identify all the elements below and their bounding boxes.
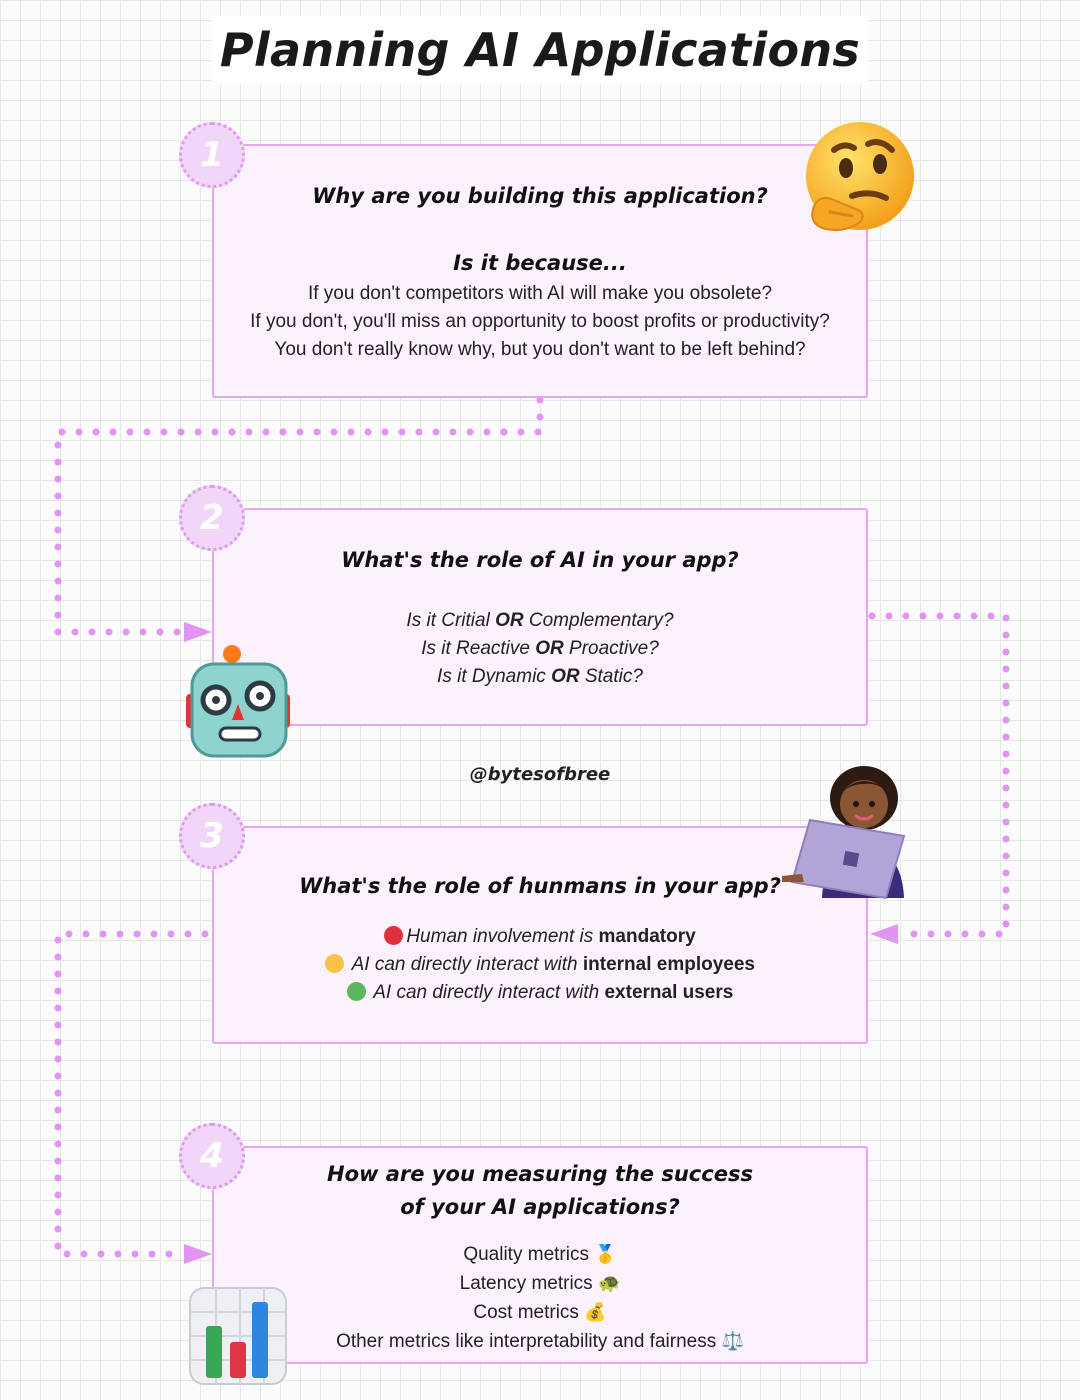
step-card-2 <box>212 508 868 726</box>
step-1-line: If you don't, you'll miss an opportunity to boost profits or productivity? <box>250 311 830 332</box>
step-4-question: of your AI applications? <box>400 1195 680 1219</box>
step-3-question: What's the role of hunmans in your app? <box>299 874 781 898</box>
step-2-question: What's the role of AI in your app? <box>341 548 739 572</box>
step-1-line: You don't really know why, but you don't want to be left behind? <box>274 339 806 360</box>
turtle-icon: 🐢 <box>597 1273 621 1293</box>
arrow-head-4 <box>184 1244 212 1264</box>
page-title: Planning AI Applications <box>219 23 861 77</box>
scales-icon: ⚖️ <box>721 1331 744 1351</box>
step-badge-1: 1 <box>179 122 245 188</box>
author-handle: @bytesofbree <box>469 764 611 785</box>
step-4-metric: Cost metrics 💰 <box>473 1302 607 1323</box>
step-badge-4: 4 <box>179 1123 245 1189</box>
step-card-3 <box>212 826 868 1044</box>
step-card-4 <box>212 1146 868 1364</box>
step-badge-3: 3 <box>179 803 245 869</box>
step-3-line: AI can directly interact with external users <box>214 979 866 1007</box>
step-1-subheading: Is it because... <box>453 251 627 275</box>
money-bag-icon: 💰 <box>584 1302 607 1322</box>
step-2-line: Is it Dynamic OR Static? <box>437 666 643 687</box>
step-2-line: Is it Reactive OR Proactive? <box>421 638 659 659</box>
title-bar <box>212 16 868 84</box>
step-1-question: Why are you building this application? <box>312 184 768 208</box>
thinking-face-icon <box>800 120 918 238</box>
medal-icon: 🥇 <box>594 1244 617 1264</box>
step-badge-2: 2 <box>179 485 245 551</box>
woman-with-laptop-icon <box>782 764 908 904</box>
step-3-line: AI can directly interact with internal employees <box>214 951 866 979</box>
green-circle-icon <box>347 982 366 1001</box>
step-2-line: Is it Critial OR Complementary? <box>406 610 674 631</box>
red-circle-icon <box>384 926 403 945</box>
step-4-question: How are you measuring the success <box>327 1162 753 1186</box>
yellow-circle-icon <box>325 954 344 973</box>
arrow-head-2 <box>184 622 212 642</box>
arrow-head-3 <box>870 924 898 944</box>
step-4-metric: Latency metrics 🐢 <box>459 1273 621 1294</box>
step-card-1 <box>212 144 868 398</box>
step-4-metric: Quality metrics 🥇 <box>463 1244 617 1265</box>
bar-chart-icon <box>186 1284 290 1388</box>
robot-icon <box>184 644 294 762</box>
step-4-metric: Other metrics like interpretability and fairness ⚖️ <box>336 1331 744 1352</box>
step-1-line: If you don't competitors with AI will make you obsolete? <box>307 283 773 304</box>
connector-3-4 <box>58 934 205 1254</box>
step-3-line: Human involvement is mandatory <box>214 923 866 951</box>
